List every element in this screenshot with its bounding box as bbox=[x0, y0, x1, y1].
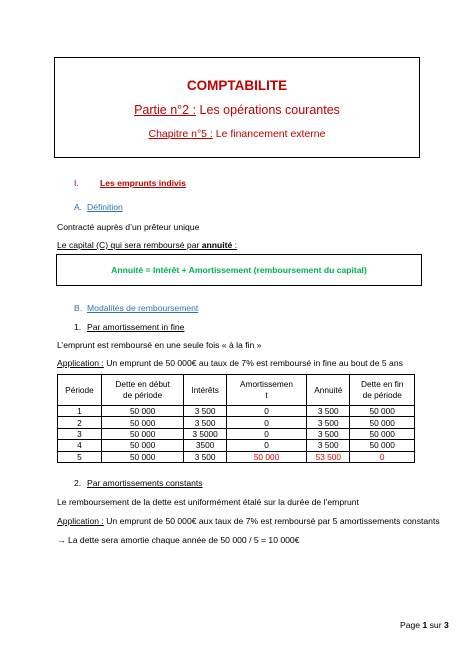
table-header-cell: Dette en début de période bbox=[101, 375, 183, 406]
definition-text: Contracté auprès d’un prêteur unique bbox=[57, 222, 200, 232]
table-cell: 3 bbox=[58, 428, 102, 439]
subsection-b-letter: B. bbox=[74, 303, 83, 313]
page-footer bbox=[400, 620, 449, 630]
table-row bbox=[58, 428, 415, 439]
table-cell: 0 bbox=[350, 451, 415, 462]
table-cell: 4 bbox=[58, 440, 102, 451]
chapter-heading bbox=[55, 128, 419, 140]
table-cell: 0 bbox=[226, 406, 306, 417]
table-cell: 50 000 bbox=[101, 440, 183, 451]
table-cell: 50 000 bbox=[101, 451, 183, 462]
formula-box: Annuité = Intérêt + Amortissement (remboursement du capital) bbox=[56, 254, 422, 286]
title-box bbox=[54, 57, 420, 158]
capital-end: : bbox=[232, 240, 238, 250]
footer-page-word: Page bbox=[400, 620, 423, 630]
table-cell: 50 000 bbox=[350, 428, 415, 439]
capital-text: Le capital (C) qui sera remboursé par bbox=[57, 240, 202, 250]
table-header-cell: Période bbox=[58, 375, 102, 406]
part-text: Les opérations courantes bbox=[196, 103, 340, 117]
table-cell: 50 000 bbox=[350, 440, 415, 451]
method2-description: Le remboursement de la dette est uniformément étalé sur la durée de l’emprunt bbox=[57, 497, 359, 507]
capital-line bbox=[57, 240, 237, 250]
table-cell: 50 000 bbox=[226, 451, 306, 462]
table-header-cell: Annuité bbox=[307, 375, 350, 406]
table-cell: 3 500 bbox=[184, 406, 227, 417]
footer-total-pages: 3 bbox=[443, 620, 449, 630]
table-header-cell: Dette en fin de période bbox=[350, 375, 415, 406]
method2-application bbox=[57, 516, 440, 526]
table-cell: 5 bbox=[58, 451, 102, 462]
table-cell: 0 bbox=[226, 440, 306, 451]
subsection-a-title: Définition bbox=[87, 202, 123, 212]
table-cell: 50 000 bbox=[101, 417, 183, 428]
table-row bbox=[58, 406, 415, 417]
table-cell: 3 500 bbox=[184, 451, 227, 462]
method2-result: → La dette sera amortie chaque année de 50 000 / 5 = 10 000€ bbox=[57, 535, 300, 545]
section-title: Les emprunts indivis bbox=[100, 178, 186, 188]
table-cell: 2 bbox=[58, 417, 102, 428]
application-text: Un emprunt de 50 000€ au taux de 7% est remboursé in fine au bout de 5 ans bbox=[103, 358, 403, 368]
footer-page-number: 1 bbox=[422, 620, 428, 630]
section-number: I. bbox=[74, 178, 79, 188]
footer-of-word: sur bbox=[427, 620, 444, 630]
table-cell: 0 bbox=[226, 417, 306, 428]
table-cell: 0 bbox=[226, 428, 306, 439]
table-row bbox=[58, 440, 415, 451]
table-cell: 3 500 bbox=[307, 428, 350, 439]
part-heading bbox=[55, 103, 419, 117]
table-cell: 50 000 bbox=[101, 428, 183, 439]
table-header-cell: Amortissemen t bbox=[226, 375, 306, 406]
part-label: Partie n°2 : bbox=[134, 103, 197, 117]
subsection-b-title: Modalités de remboursement bbox=[87, 303, 199, 313]
table-cell: 53 500 bbox=[307, 451, 350, 462]
table-cell: 50 000 bbox=[350, 406, 415, 417]
table-row bbox=[58, 451, 415, 462]
table-cell: 50 000 bbox=[350, 417, 415, 428]
table-cell: 3 500 bbox=[307, 417, 350, 428]
table-cell: 3500 bbox=[184, 440, 227, 451]
method1-application bbox=[57, 358, 403, 368]
table-cell: 1 bbox=[58, 406, 102, 417]
table-header-cell: Intérêts bbox=[184, 375, 227, 406]
application-label-2: Application : bbox=[57, 516, 104, 526]
capital-bold: annuité bbox=[201, 240, 233, 250]
chapter-label: Chapitre n°5 : bbox=[148, 128, 213, 140]
table-header-row bbox=[58, 375, 415, 406]
document-title: COMPTABILITE bbox=[186, 78, 288, 93]
table-row bbox=[58, 417, 415, 428]
application-label: Application : bbox=[57, 358, 104, 368]
application-text-2: Un emprunt de 50 000€ aux taux de 7% est remboursé par 5 amortissements constants bbox=[103, 516, 440, 526]
table-cell: 3 5000 bbox=[184, 428, 227, 439]
table-body bbox=[58, 406, 415, 463]
method2-number: 2. bbox=[74, 478, 82, 488]
method2-title: Par amortissements constants bbox=[87, 478, 203, 488]
method1-description: L’emprunt est remboursé en une seule fois « à la fin » bbox=[57, 340, 262, 350]
chapter-text: Le financement externe bbox=[212, 128, 326, 140]
table-cell: 3 500 bbox=[307, 440, 350, 451]
table-cell: 3 500 bbox=[307, 406, 350, 417]
amortization-table bbox=[57, 374, 415, 463]
method1-title: Par amortissement in fine bbox=[87, 322, 185, 332]
method1-number: 1. bbox=[74, 322, 82, 332]
table-cell: 3 500 bbox=[184, 417, 227, 428]
table-cell: 50 000 bbox=[101, 406, 183, 417]
subsection-a-letter: A. bbox=[74, 202, 83, 212]
